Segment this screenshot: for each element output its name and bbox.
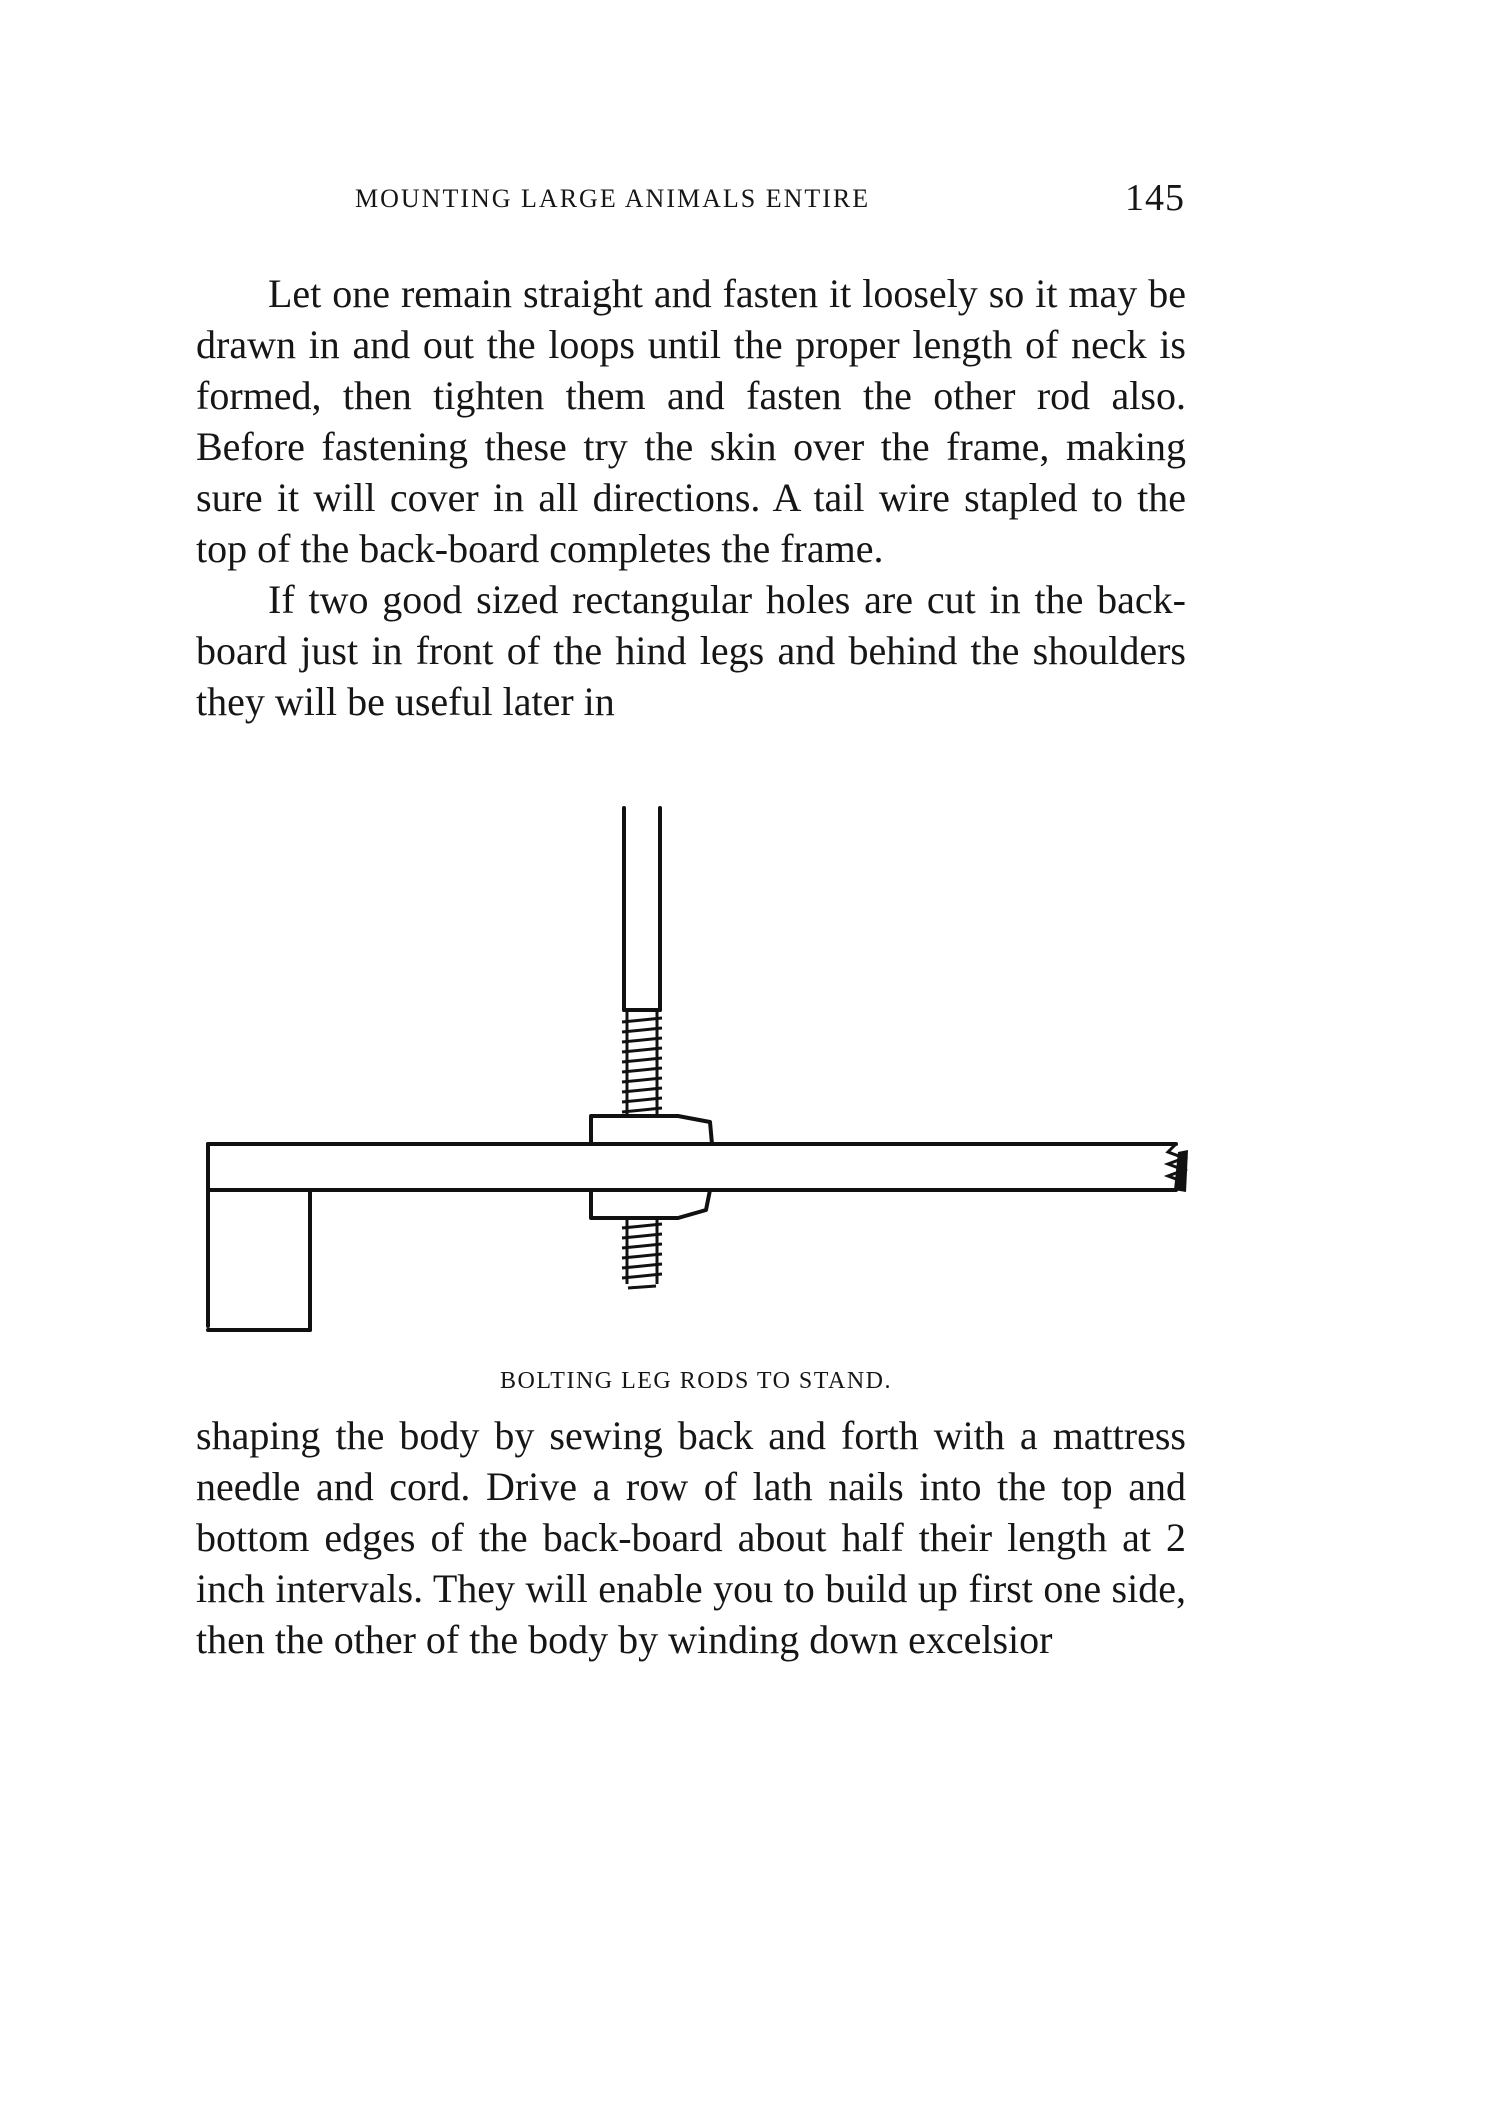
leg-rod-stand-illustration: [196, 800, 1196, 1360]
lower-nut: [591, 1190, 710, 1218]
text-block-bottom: [196, 1410, 1186, 1665]
paragraph: If two good sized rectangular holes are cut in the back-board just in front of the hind legs and behind the shoulders they will be useful later in: [196, 577, 1186, 724]
page-number: 145: [1125, 177, 1185, 219]
text-block-top: [196, 268, 1186, 727]
figure-caption: BOLTING LEG RODS TO STAND.: [500, 1368, 892, 1394]
upper-nut: [591, 1116, 712, 1144]
figure-bolting-leg-rods: [196, 800, 1196, 1394]
paragraph: shaping the body by sewing back and forth with a mattress needle and cord. Drive a row of lath nails into the top and bottom edges of the back-board about half their length at 2 inch intervals. They will enable you to build up first one side, then the other of the body by winding down excelsior: [196, 1413, 1186, 1662]
lower-thread: [622, 1218, 662, 1288]
running-head: [355, 176, 1185, 219]
paragraph: Let one remain straight and fasten it loosely so it may be drawn in and out the loops until the proper length of neck is formed, then tighten them and fasten the other rod also. Before fastening these try the skin over the frame, making sure it will cover in all directions. A tail wire stapled to the top of the back-board completes the frame.: [196, 271, 1186, 571]
running-title: MOUNTING LARGE ANIMALS ENTIRE: [355, 184, 871, 213]
upper-thread: [622, 1012, 662, 1116]
